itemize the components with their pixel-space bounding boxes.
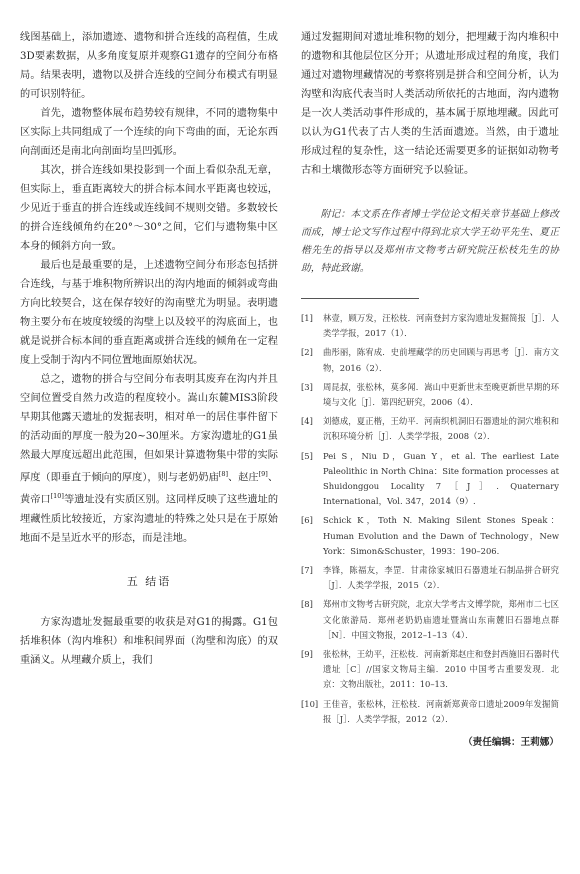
body-paragraph-5: 总之，遗物的拼合与空间分布表明其废弃在沟内并且空间位置受自然力改造的程度较小。嵩山东麓MIS3阶段早期其他露天遗址的发掘表明，相对单一的居住事件留下的活动面的厚度一般为20~30厘米。方家沟遗址的G1虽然最大厚度远超出此范围，但如果计算遗物集中带的实际厚度（即垂直于倾向的厚度），则与老奶奶庙[8]、赵庄[9]、黄帝口[10]等遗址没有实质区别。这同样反映了这些遗址的埋藏性质比较接近，方家沟遗址的特殊之处只是在于原始地面不是呈近水平的形态，而是洼地。 [20,374,279,544]
reference-item: [8] 郑州市文物考古研究院，北京大学考古文博学院，郑州市二七区文化旅游局．郑州老奶奶庙遗址暨嵩山东南麓旧石器地点群［N］．中国文物报，2012–1–13（4）． [301,599,559,640]
reference-item: [2] 曲彤丽，陈宥成．史前埋藏学的历史回顾与再思考［J］．南方文物，2016（2）． [301,347,559,373]
references-divider [301,298,419,299]
reference-item: [7] 李锋，陈福友，李罡．甘肃徐家城旧石器遗址石制品拼合研究［J］．人类学学报，2015（2）． [301,565,559,591]
body-paragraph-1: 线图基础上，添加遗迹、遗物和拼合连线的高程值，生成3D要素数据，从多角度复原并观察G1遗存的空间分布格局。结果表明，遗物以及拼合连线的空间分布模式有明显的可识别特征。 [20,32,278,100]
citation-10: [10] [50,492,64,501]
body-paragraph-2: 首先，遗物整体展布趋势较有规律，不同的遗物集中区实际上共同组成了一个连续的向下弯曲的面，无论东西向剖面还是南北向剖面均呈凹弧形。 [20,108,278,157]
responsible-editor: （责任编辑：王莉娜） [463,737,559,749]
body-paragraph-4: 最后也是最重要的是，上述遗物空间分布形态包括拼合连线，与基于堆积物所辨识出的沟内地面的倾斜或弯曲方向比较契合，这在保存较好的沟南壁尤为明显。表明遗物主要分布在坡度较缓的沟壁上以及较平的沟底面上，也就是说拼合标本间的垂直距离或拼合连线的倾角在一定程度上受制于沟内不同位置地面原始状况。 [20,260,278,366]
left-column [20,28,278,670]
conclusion-paragraph: 方家沟遗址发掘最重要的收获是对G1的揭露。G1包括堆积体（沟内堆积）和堆积间界面（沟壁和沟底）的双重涵义。从埋藏介质上，我们 [20,616,278,666]
reference-item: [5] Pei S，Niu D，Guan Y，et al. The earliest Late Paleolithic in North China：Site formation processes at Shuidonggou Locality 7［J］. Quaternary International，Vol. 347，2014（9）. [301,450,559,507]
right-column [301,28,559,752]
reference-item: [1] 林壹，顾万发，汪松枝．河南登封方家沟遗址发掘简报［J］．人类学学报，2017（1）． [301,313,559,339]
acknowledgement: 附记：本文系在作者博士学位论文相关章节基础上修改而成，博士论文写作过程中得到北京大学王幼平先生、夏正楷先生的指导以及郑州市文物考古研究院汪松枝先生的协助，特此致谢。 [301,209,559,274]
body-paragraph-3: 其次，拼合连线如果投影到一个面上看似杂乱无章，但实际上，垂直距离较大的拼合标本间水平距离也较远，少见近于垂直的拼合连线或连线间不规则交错。多数较长的拼合连线倾角约在20°～30°之间，它们与遗物集中区本身的倾斜方向一致。 [20,165,278,252]
citation-9: [9] [258,470,268,478]
citation-8: [8] [218,470,228,478]
reference-item: [10] 王佳音，张松林，汪松枝．河南新郑黄帝口遗址2009年发掘简报［J］．人类学学报，2012（2）． [301,698,559,724]
conclusion-continued: 通过发掘期间对遗址堆积物的划分，把埋藏于沟内堆积中的遗物和其他层位区分开；从遗址形成过程的角度，我们通过对遗物埋藏情况的考察将别是拼合和空间分析，认为沟壁和沟底代表当时人类活动所依托的古地面，沟内遗物是一次人类活动事件形成的，基本属于原地埋藏。因此可以认为G1代表了古人类的生活面遗迹。当然，由于遗址形成过程的复杂性，这一结论还需要更多的证据如动物考古和土壤微形态等方面研究予以验证。 [301,32,559,176]
reference-list [301,311,559,727]
reference-item: [3] 周昆叔，张松林，莫多闻．嵩山中更新世末至晚更新世早期的环境与文化［J］．第四纪研究，2006（4）． [301,381,559,408]
reference-item: [4] 刘德成，夏正楷，王幼平．河南织机洞旧石器遗址的洞穴堆积和沉积环境分析［J］．人类学学报，2008（2）． [301,416,559,442]
reference-item: [6] Schick K，Toth N. Making Silent Stones Speak：Human Evolution and the Dawn of Technology，New York：Simon&Schuster，1993：190–206. [301,515,559,556]
reference-item: [9] 张松林，王幼平，汪松枝．河南新郑赵庄和登封西施旧石器时代遗址［C］//国家文物局主编．2010 中国考古重要发现．北京：文物出版社，2011：10–13． [301,649,559,690]
section-title: 五 结语 [126,574,172,588]
